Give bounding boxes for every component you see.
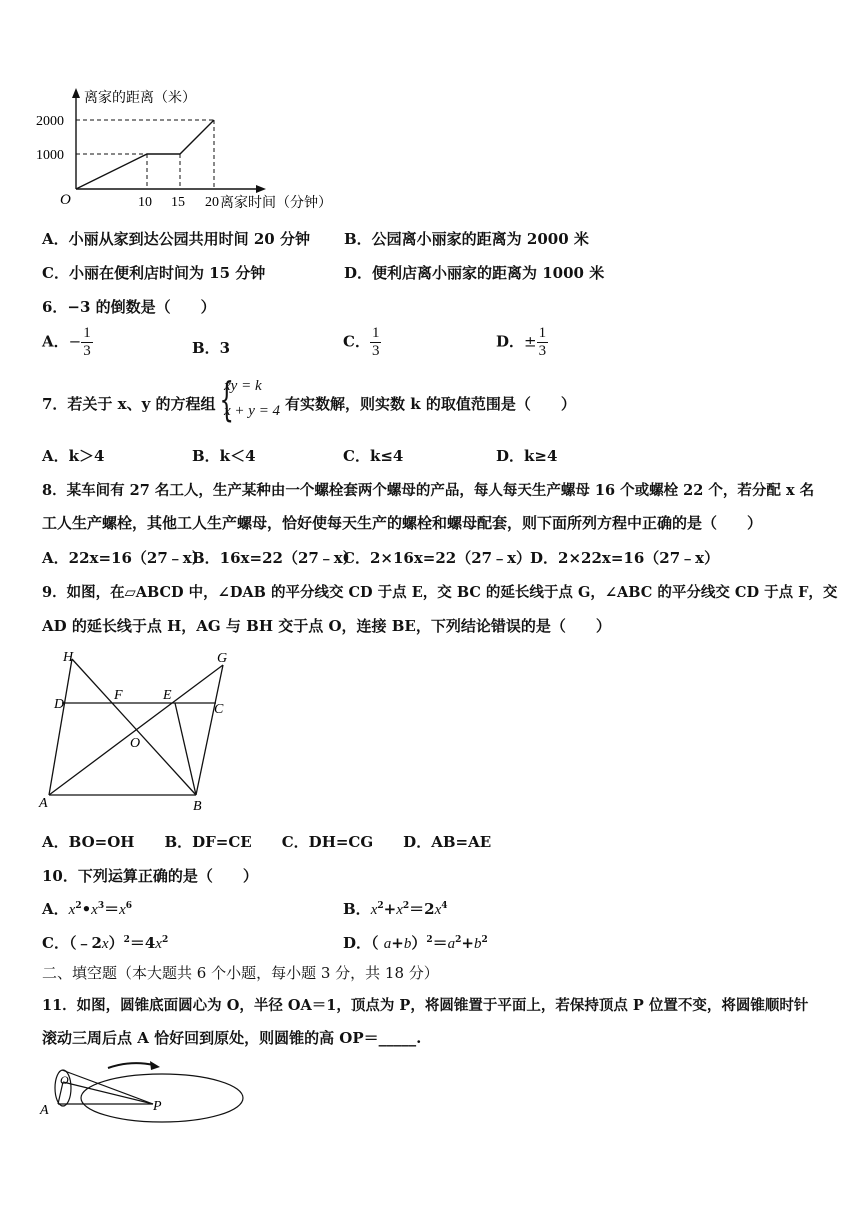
point-a-label: A [39,796,48,811]
distance-time-graph [30,82,370,217]
point-a-label: A [40,1103,49,1118]
q8-option-d: D．2×22x=16（27﹣x） [530,549,720,567]
q8-option-b: B．16x=22（27﹣x） [192,549,358,567]
cone-rolling-figure [36,1052,251,1132]
origin-label: O [60,192,71,208]
q11-line-2: 滚动三周后点 A 恰好回到原处，则圆锥的高 OP＝_____. [42,1029,422,1047]
q6-stem: 6．−3 的倒数是（ ） [42,298,216,316]
q5-option-d: D．便利店离小丽家的距离为 1000 米 [344,264,605,282]
q8-option-c: C．2×16x=22（27﹣x） [343,549,532,567]
q5-option-b: B．公园离小丽家的距离为 2000 米 [344,230,589,248]
y-axis-label: 离家的距离（米） [84,91,196,106]
x-tick-15: 15 [171,195,185,210]
q7-stem-before: 7．若关于 x、y 的方程组 [42,395,216,413]
q10-stem: 10．下列运算正确的是（ ） [42,867,258,885]
point-b-label: B [193,799,202,814]
section-2-heading: 二、填空题（本大题共 6 个小题，每小题 3 分，共 18 分） [42,964,439,982]
q9-line-2: AD 的延长线于点 H，AG 与 BH 交于点 O，连接 BE，下列结论错误的是（ ） [42,617,611,635]
point-f-label: F [114,688,123,703]
y-tick-2000: 2000 [36,114,64,129]
q8-option-a: A．22x=16（27﹣x） [42,549,207,567]
point-d-label: D [54,697,65,712]
point-e-label: E [163,688,172,703]
q7-equation-2: x + y = 4 [224,403,281,419]
point-o-label: O [60,1073,69,1087]
q10-option-b: B．$x^2+x^2=2x^4$ [343,900,448,918]
q9-line-1: 9．如图，在▱ABCD 中，∠DAB 的平分线交 CD 于点 E，交 BC 的延长线于点 G，∠ABC 的平分线交 CD 于点 F，交 [42,584,838,601]
parallelogram-figure [36,645,246,815]
q8-line-1: 8．某车间有 27 名工人，生产某种由一个螺栓套两个螺母的产品，每人每天生产螺母 16 个或螺栓 22 个，若分配 x 名 [42,482,815,499]
q7-stem-after: 有实数解，则实数 k 的取值范围是（ ） [285,395,576,413]
q5-option-c: C．小丽在便利店时间为 15 分钟 [42,264,266,282]
q7-option-c: C．k≤4 [343,447,404,465]
q7-equation-1: xy = k [224,378,262,394]
x-axis-label: 离家时间（分钟） [220,196,332,211]
q9-options: A．BO=OH B．DF=CE C．DH=CG D．AB=AE [42,833,492,851]
q10-option-a: A．$x^2•x^3=x^6$ [42,900,133,918]
q7-option-d: D．k≥4 [496,447,558,465]
x-tick-20: 20 [205,195,219,210]
q6-option-a: A．− $\frac{1}{3}$ [42,325,91,359]
point-p-label: P [153,1099,162,1114]
q7-option-a: A．k＞4 [42,447,105,465]
q6-option-d: D．± $\frac{1}{3}$ [496,325,547,359]
q6-option-c: C． $\frac{1}{3}$ [343,325,380,359]
x-tick-10: 10 [138,195,152,210]
point-o-label: O [130,736,141,751]
point-c-label: C [214,702,224,717]
q8-line-2: 工人生产螺栓，其他工人生产螺母，恰好使每天生产的螺栓和螺母配套，则下面所列方程中正确的是（ ） [42,514,763,532]
point-h-label: H [63,650,74,665]
q7-brace: { [219,372,234,426]
q11-line-1: 11．如图，圆锥底面圆心为 O，半径 OA＝1，顶点为 P，将圆锥置于平面上，若保持顶点 P 位置不变，将圆锥顺时针 [42,997,809,1014]
q7-option-b: B．k＜4 [192,447,256,465]
point-g-label: G [217,651,228,666]
q10-option-c: C．$(﹣2x)^2=4x^2$ [42,934,169,952]
q10-option-d: D．（ $a+b)^2=a^2+b^2$ [343,934,488,952]
y-tick-1000: 1000 [36,148,64,163]
q5-option-a: A．小丽从家到达公园共用时间 20 分钟 [42,230,310,248]
q6-option-b: B．3 [192,339,231,357]
